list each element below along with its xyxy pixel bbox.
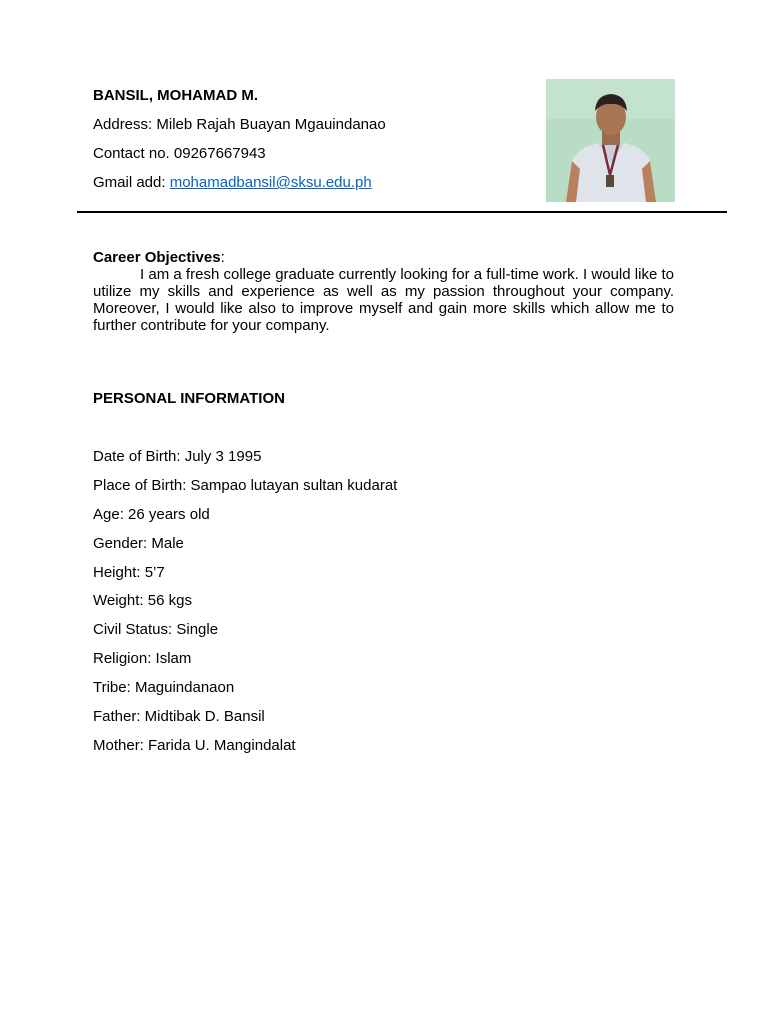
personal-information-heading: PERSONAL INFORMATION bbox=[93, 390, 285, 407]
info-gender: Gender: Male bbox=[93, 535, 184, 552]
info-height: Height: 5’7 bbox=[93, 564, 165, 581]
career-objectives-section bbox=[93, 249, 674, 334]
email-link[interactable]: mohamadbansil@sksu.edu.ph bbox=[169, 174, 372, 191]
info-place-of-birth: Place of Birth: Sampao lutayan sultan kudarat bbox=[93, 477, 398, 494]
profile-photo-image bbox=[546, 79, 675, 202]
info-tribe: Tribe: Maguindanaon bbox=[93, 679, 235, 696]
gmail-label: Gmail add: bbox=[93, 174, 170, 191]
info-age: Age: 26 years old bbox=[93, 506, 210, 523]
info-civil-status: Civil Status: Single bbox=[93, 621, 219, 638]
info-father: Father: Midtibak D. Bansil bbox=[93, 708, 265, 725]
info-religion: Religion: Islam bbox=[93, 650, 192, 667]
career-objectives-heading: Career Objectives bbox=[93, 249, 221, 266]
header-divider bbox=[77, 211, 727, 213]
info-mother: Mother: Farida U. Mangindalat bbox=[93, 737, 296, 754]
gmail-line bbox=[93, 174, 372, 191]
career-objectives-colon: : bbox=[220, 249, 225, 266]
address-line: Address: Mileb Rajah Buayan Mgauindanao bbox=[93, 116, 386, 133]
info-weight: Weight: 56 kgs bbox=[93, 592, 192, 609]
contact-line: Contact no. 09267667943 bbox=[93, 145, 266, 162]
career-objectives-text: I am a fresh college graduate currently looking for a full-time work. I would like to utilize my skills and experience as well as my passion throughout your company. Moreover, I would like also to improve myself and gain more skills which allow me to further contribute for your company. bbox=[93, 266, 674, 334]
profile-photo bbox=[546, 79, 675, 202]
info-date-of-birth: Date of Birth: July 3 1995 bbox=[93, 448, 262, 465]
applicant-name: BANSIL, MOHAMAD M. bbox=[93, 87, 258, 104]
